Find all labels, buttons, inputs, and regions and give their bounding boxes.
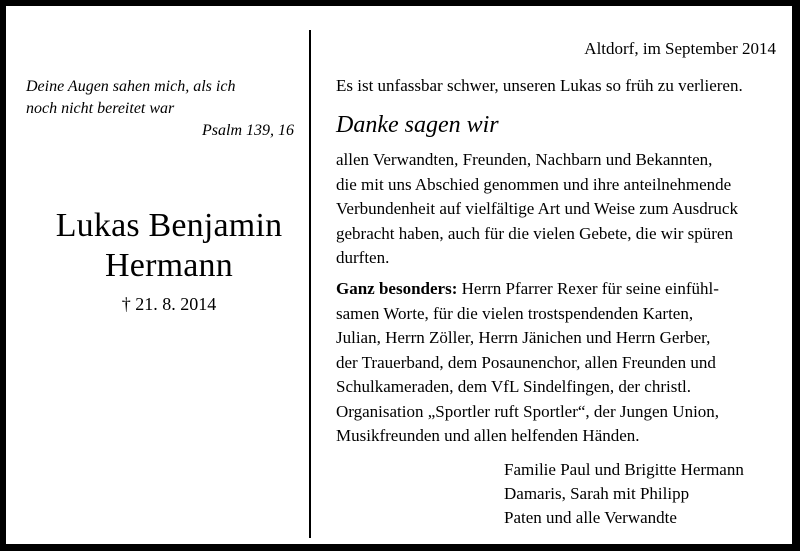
text-line: Schulkameraden, dem VfL Sindelfingen, der christl.: [336, 377, 692, 396]
name-line: Hermann: [105, 247, 233, 284]
deceased-name: [26, 206, 312, 286]
signature-line: Paten und alle Verwandte: [504, 508, 677, 527]
intro-text: Es ist unfassbar schwer, unseren Lukas so früh zu verlieren.: [336, 76, 743, 95]
death-date: † 21. 8. 2014: [121, 294, 217, 314]
signature-line: Damaris, Sarah mit Philipp: [504, 484, 690, 503]
text-line: Verbundenheit auf vielfältige Art und Weise zum Ausdruck: [336, 199, 738, 218]
text-line: Musikfreunden und allen helfenden Händen.: [336, 426, 640, 445]
verse-line: noch nicht bereitet war: [26, 100, 175, 117]
left-column: [26, 76, 294, 314]
text-line: die mit uns Abschied genommen und ihre anteilnehmende: [336, 174, 732, 194]
text-line: allen Verwandten, Freunden, Nachbarn und Bekannten,: [336, 150, 713, 169]
text-line: Organisation „Sportler ruft Sportler“, der Jungen Union,: [336, 401, 720, 421]
verse-line: Deine Augen sahen mich, als ich: [26, 78, 236, 95]
place-date: Altdorf, im September 2014: [584, 39, 776, 58]
text-line: [336, 277, 786, 302]
text-line: Julian, Herrn Zöller, Herrn Jänichen und Herrn Gerber,: [336, 328, 711, 347]
special-thanks-paragraph: [336, 277, 786, 449]
thanks-paragraph: [336, 148, 786, 271]
text-line: gebracht haben, auch für die vielen Gebete, die wir spüren: [336, 223, 733, 243]
family-signature: [504, 458, 744, 530]
special-thanks-lead: Ganz besonders:: [336, 279, 458, 298]
verse-reference: Psalm 139, 16: [202, 122, 294, 139]
text-line: der Trauerband, dem Posaunenchor, allen Freunden und: [336, 352, 716, 372]
text-fragment: Herrn Pfarrer Rexer für seine einfühl-: [457, 279, 719, 298]
obituary-notice: [6, 6, 792, 544]
text-line: samen Worte, für die vielen trostspendenden Karten,: [336, 303, 694, 323]
text-line: durften.: [336, 248, 390, 267]
signature-line: Familie Paul und Brigitte Hermann: [504, 460, 744, 479]
name-line: Lukas Benjamin: [55, 207, 283, 244]
bible-verse: [26, 76, 294, 142]
thanks-heading: Danke sagen wir: [336, 112, 499, 138]
